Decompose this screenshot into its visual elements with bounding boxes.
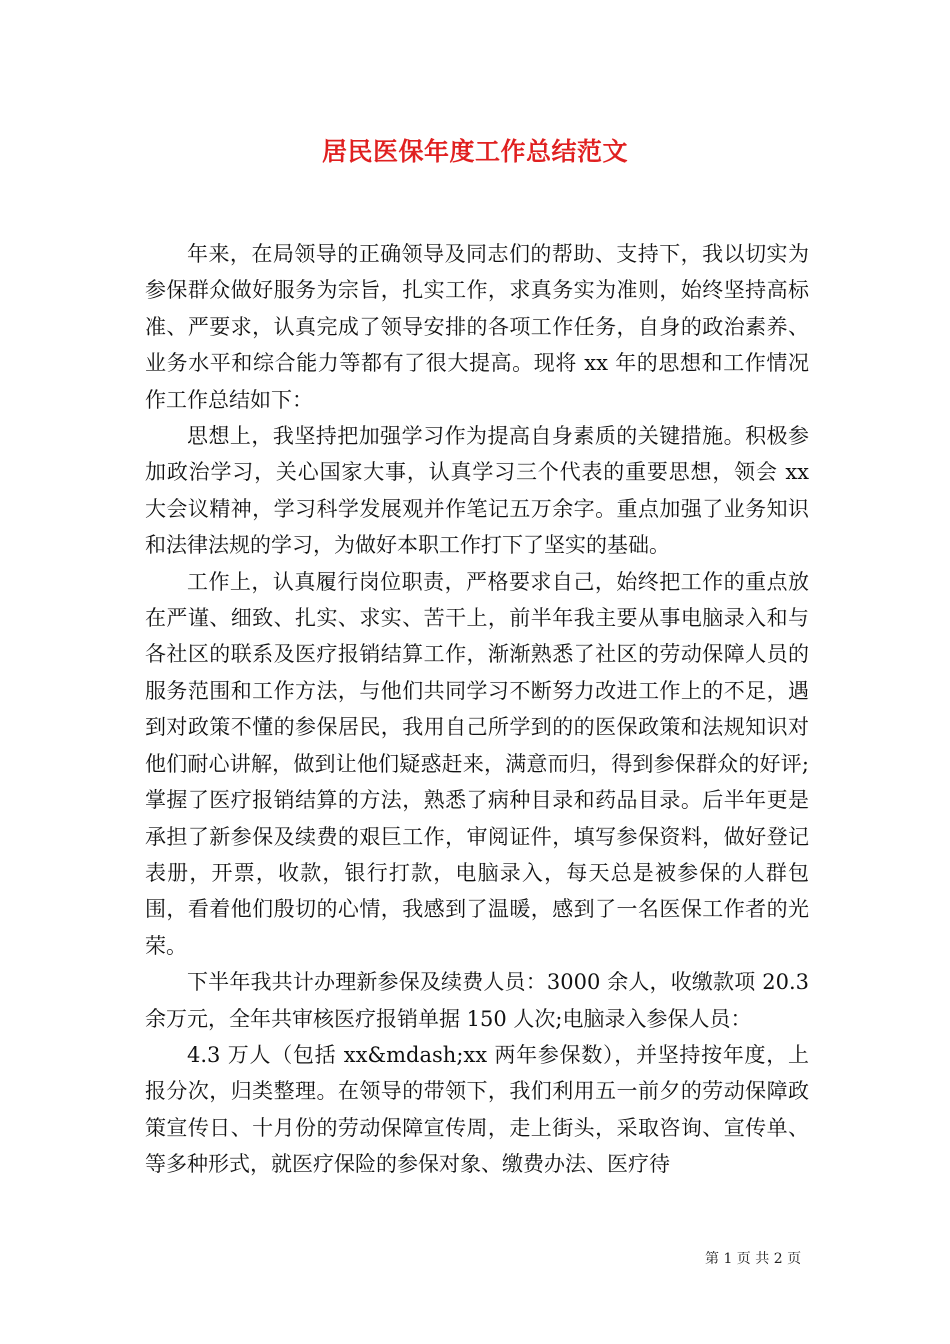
document-body xyxy=(145,236,809,1183)
page-number: 第 1 页 共 2 页 xyxy=(705,1251,802,1267)
paragraph-intro: 年来，在局领导的正确领导及同志们的帮助、支持下，我以切实为参保群众做好服务为宗旨，扎实工作，求真务实为准则，始终坚持高标准、严要求，认真完成了领导安排的各项工作任务，自身的政治素养、业务水平和综合能力等都有了很大提高。现将 xx 年的思想和工作情况作工作总结如下： xyxy=(145,242,809,412)
paragraph-work: 工作上，认真履行岗位职责，严格要求自己，始终把工作的重点放在严谨、细致、扎实、求实、苦干上，前半年我主要从事电脑录入和与各社区的联系及医疗报销结算工作，渐渐熟悉了社区的劳动保障人员的服务范围和工作方法，与他们共同学习不断努力改进工作上的不足，遇到对政策不懂的参保居民，我用自己所学到的的医保政策和法规知识对他们耐心讲解，做到让他们疑惑赶来，满意而归，得到参保群众的好评;掌握了医疗报销结算的方法，熟悉了病种目录和药品目录。后半年更是承担了新参保及续费的艰巨工作，审阅证件，填写参保资料，做好登记表册，开票，收款，银行打款，电脑录入，每天总是被参保的人群包围，看着他们殷切的心情，我感到了温暖，感到了一名医保工作者的光荣。 xyxy=(145,569,809,958)
paragraph-publicity: 4.3 万人（包括 xx&mdash;xx 两年参保数），并坚持按年度，上报分次，归类整理。在领导的带领下，我们利用五一前夕的劳动保障政策宣传日、十月份的劳动保障宣传周，走上街头，采取咨询、宣传单、等多种形式，就医疗保险的参保对象、缴费办法、医疗待 xyxy=(145,1042,809,1177)
paragraph-statistics: 下半年我共计办理新参保及续费人员：3000 余人，收缴款项 20.3 余万元，全年共审核医疗报销单据 150 人次;电脑录入参保人员： xyxy=(145,970,809,1031)
paragraph-thought: 思想上，我坚持把加强学习作为提高自身素质的关键措施。积极参加政治学习，关心国家大事，认真学习三个代表的重要思想，领会 xx 大会议精神，学习科学发展观并作笔记五万余字。重点加强了业务知识和法律法规的学习，为做好本职工作打下了坚实的基础。 xyxy=(145,424,809,558)
document-title: 居民医保年度工作总结范文 xyxy=(321,137,628,166)
